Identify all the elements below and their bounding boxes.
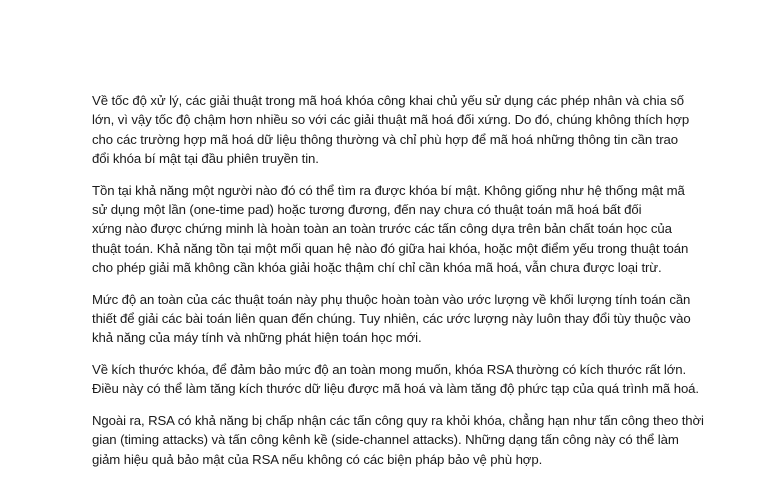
text-line: lớn, vì vậy tốc độ chậm hơn nhiều so với các giải thuật mã hoá đối xứng. Do đó, chúng không thích hợp [92, 112, 690, 128]
paragraph-processing-speed [92, 91, 704, 169]
text-line: cho phép giải mã không cần khóa giải hoặc thậm chí chỉ cần khóa mã hoá, vẫn chưa được loại trừ. [92, 260, 662, 276]
text-line: sử dụng một lần (one-time pad) hoặc tương đương, đến nay chưa có thuật toán mã hoá bất đối [92, 202, 642, 218]
text-line: gian (timing attacks) và tấn công kênh kề (side-channel attacks). Những dạng tấn công này có thể làm [92, 432, 679, 448]
text-line: giảm hiệu quả bảo mật của RSA nếu không có các biện pháp bảo vệ phù hợp. [92, 451, 543, 467]
text-line: Ngoài ra, RSA có khả năng bị chấp nhận các tấn công quy ra khỏi khóa, chẳng hạn như tấn công theo thời [92, 412, 704, 428]
text-line: Mức độ an toàn của các thuật toán này phụ thuộc hoàn toàn vào ước lượng về khối lượng tính toán cần [92, 291, 691, 307]
text-line: cho các trường hợp mã hoá dữ liệu thông thường và chỉ phù hợp để mã hoá những thông tin cần trao [92, 131, 678, 147]
text-line: Điều này có thể làm tăng kích thước dữ liệu được mã hoá và làm tăng độ phức tạp của quá trình mã hoá. [92, 381, 699, 397]
paragraph-side-channel [92, 411, 704, 469]
document-body [92, 91, 704, 481]
paragraph-security-level [92, 290, 704, 348]
text-line: Về kích thước khóa, để đảm bảo mức độ an toàn mong muốn, khóa RSA thường có kích thước rất lớn. [92, 361, 687, 377]
text-line: thuật toán. Khả năng tồn tại một mối quan hệ nào đó giữa hai khóa, hoặc một điểm yếu trong thuật toán [92, 240, 689, 256]
text-line: đổi khóa bí mật tại đầu phiên truyền tin. [92, 151, 319, 167]
text-line: Tồn tại khả năng một người nào đó có thể tìm ra được khóa bí mật. Không giống như hệ thống mật mã [92, 182, 685, 198]
paragraph-key-discovery [92, 181, 704, 278]
paragraph-key-size [92, 360, 704, 399]
text-line: xứng nào được chứng minh là hoàn toàn an toàn trước các tấn công dựa trên bản chất toán học của [92, 221, 672, 237]
text-line: thiết để giải các bài toán liên quan đến chúng. Tuy nhiên, các ước lượng này luôn thay đổi tùy thuộc vào [92, 311, 691, 327]
text-line: Về tốc độ xử lý, các giải thuật trong mã hoá khóa công khai chủ yếu sử dụng các phép nhân và chia số [92, 93, 684, 108]
text-line: khả năng của máy tính và những phát hiện toán học mới. [92, 330, 422, 346]
